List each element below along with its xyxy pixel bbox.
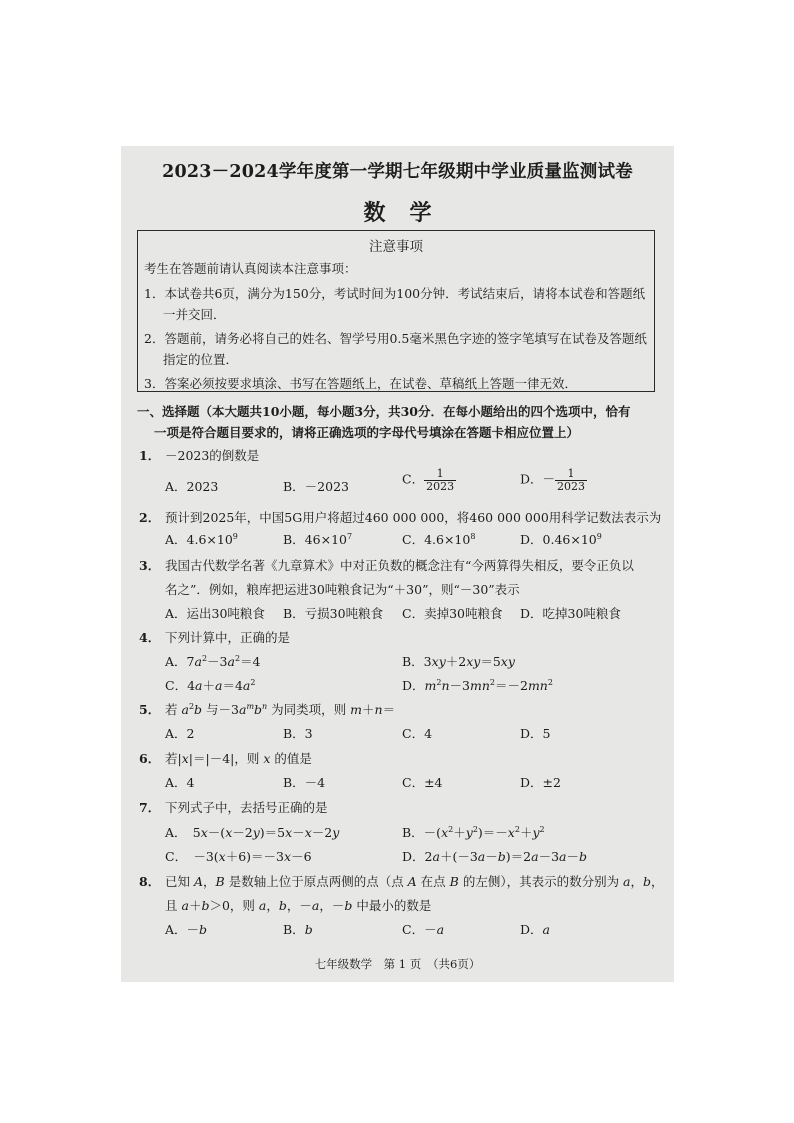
option-a: A．$4.6\times 10^9$ (165, 531, 238, 547)
question-text: 若|x|＝|－4|，则 x 的值是 (165, 751, 312, 766)
page-footer: 七年级数学 第 1 页 （共6页） (314, 957, 481, 971)
option-d: D．5 (520, 726, 551, 741)
question-text: 下列式子中，去括号正确的是 (165, 800, 328, 815)
option-a: A．－b (165, 922, 208, 937)
option-b: B．－2023 (283, 479, 349, 494)
question-number: 7． (139, 800, 161, 815)
question-text: 下列计算中，正确的是 (165, 630, 291, 645)
option-d: D．吃掉30吨粮食 (520, 606, 621, 621)
question-text: －2023的倒数是 (165, 448, 260, 463)
option-b: B．－4 (283, 775, 326, 790)
notice-box (137, 230, 655, 392)
option-b: B．3xy＋2xy＝5xy (402, 654, 515, 669)
question-number: 5． (139, 702, 161, 717)
option-c: C．$4.6\times 10^8$ (402, 531, 476, 547)
option-a: A．4 (165, 775, 195, 790)
question-text: 名之”．例如，粮库把运进30吨粮食记为“＋30”，则“－30”表示 (165, 582, 520, 597)
option-c: C． －3(x＋6)＝－3x－6 (165, 849, 312, 864)
question-number: 3． (139, 558, 161, 573)
option-a: A．$7a^2-3a^2=4$ (165, 653, 261, 669)
option-c: C． $\frac{1}{2023}$ (402, 467, 455, 493)
option-c: C．－a (402, 922, 445, 937)
question-text: 预计到2025年，中国5G用户将超过460 000 000，将460 000 000用科学记数法表示为 (165, 510, 662, 525)
option-d: D．$0.46\times 10^9$ (520, 531, 602, 547)
option-d: D．2a＋(－3a－b)＝2a－3a－b (402, 849, 587, 864)
option-a: A． 5x－(x－2y)＝5x－x－2y (165, 825, 340, 840)
option-c: C．卖掉30吨粮食 (402, 606, 503, 621)
notice-item: 3．答案必须按要求填涂、书写在答题纸上，在试卷、草稿纸上答题一律无效． (144, 376, 577, 391)
option-c: C．$4a+a=4a^2$ (165, 677, 256, 693)
exam-title: 2023－2024学年度第一学期七年级期中学业质量监测试卷 (162, 162, 633, 182)
option-a: A．2 (165, 726, 195, 741)
notice-item: 1．本试卷共6页，满分为150分，考试时间为100分钟．考试结束后，请将本试卷和答题纸 (144, 286, 646, 301)
option-b: B．$46\times 10^7$ (283, 531, 353, 547)
notice-item: 2．答题前，请务必将自己的姓名、智学号用0.5毫米黑色字迹的签字笔填写在试卷及答题纸 (144, 331, 647, 346)
option-d: D．a (520, 922, 550, 937)
option-d: D．－ $\frac{1}{2023}$ (520, 467, 586, 493)
subject-title: 数学 (363, 200, 456, 226)
notice-intro: 考生在答题前请认真阅读本注意事项： (144, 261, 357, 276)
question-text: 我国古代数学名著《九章算术》中对正负数的概念注有“今两算得失相反，要令正负以 (165, 558, 634, 573)
option-b: B．3 (283, 726, 313, 741)
option-b: B．$-(x^2+y^2)=-x^2+y^2$ (402, 824, 545, 840)
question-text: 已知 A，B 是数轴上位于原点两侧的点（点 A 在点 B 的左侧），其表示的数分别为 a，b， (165, 874, 664, 889)
notice-item: 指定的位置． (163, 352, 239, 367)
question-number: 2． (139, 510, 161, 525)
notice-item: 一并交回． (163, 307, 226, 322)
section-heading: 一、选择题（本大题共10小题，每小题3分，共30分．在每小题给出的四个选项中，恰有 (137, 404, 631, 419)
option-a: A．运出30吨粮食 (165, 606, 265, 621)
question-number: 1． (139, 448, 161, 463)
option-c: C．±4 (402, 775, 443, 790)
section-heading: 一项是符合题目要求的，请将正确选项的字母代号填涂在答题卡相应位置上） (154, 425, 580, 440)
option-a: A．2023 (165, 479, 219, 494)
exam-paper (121, 146, 674, 982)
option-d: D．±2 (520, 775, 561, 790)
question-text: 且 a＋b＞0，则 a，b，－a，－b 中最小的数是 (165, 898, 432, 913)
notice-title: 注意事项 (369, 239, 423, 255)
option-b: B．亏损30吨粮食 (283, 606, 384, 621)
question-number: 4． (139, 630, 161, 645)
question-text: 若 $a^2b$ 与$-3a^mb^n$ 为同类项，则 m＋n＝ (165, 701, 396, 717)
option-b: B．b (283, 922, 313, 937)
question-number: 6． (139, 751, 161, 766)
question-number: 8． (139, 874, 161, 889)
option-d: D．$m^2n-3mn^2=-2mn^2$ (402, 677, 553, 693)
option-c: C．4 (402, 726, 433, 741)
